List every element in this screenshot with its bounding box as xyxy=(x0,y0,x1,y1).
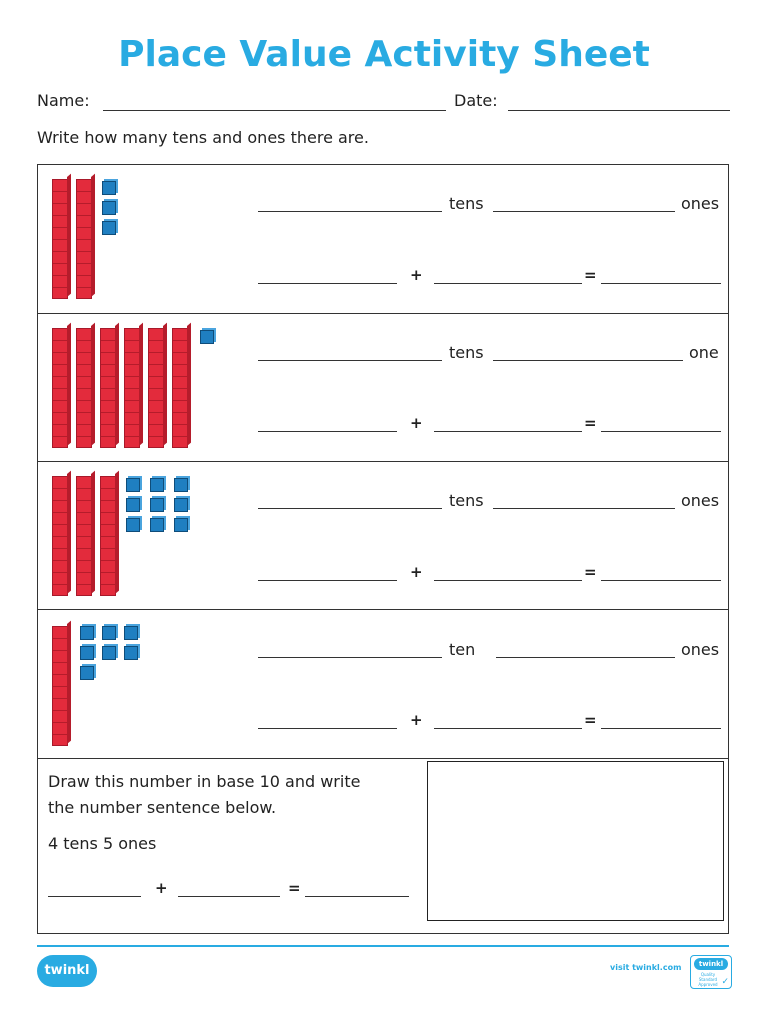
instructions: Write how many tens and ones there are. xyxy=(37,128,369,147)
ten-rod xyxy=(76,179,92,299)
ones-answer-field[interactable] xyxy=(496,657,675,658)
sentence-ones-field[interactable] xyxy=(178,896,280,897)
ones-label: one xyxy=(689,343,719,362)
one-cube xyxy=(174,498,188,512)
date-field[interactable] xyxy=(508,110,730,111)
one-cube xyxy=(80,626,94,640)
sentence-ones-field[interactable] xyxy=(434,283,582,284)
ten-rod xyxy=(100,476,116,596)
tens-answer-field[interactable] xyxy=(258,657,442,658)
ones-label: ones xyxy=(681,194,720,213)
ten-rod xyxy=(52,328,68,448)
plus-sign: + xyxy=(410,414,423,432)
plus-sign: + xyxy=(410,563,423,581)
one-cube xyxy=(102,626,116,640)
ones-answer-field[interactable] xyxy=(493,508,675,509)
tens-label: ten xyxy=(449,640,476,659)
ones-label: ones xyxy=(681,640,720,659)
drawing-box[interactable] xyxy=(427,761,724,921)
one-cube xyxy=(102,646,116,660)
one-cube xyxy=(150,498,164,512)
tens-answer-field[interactable] xyxy=(258,360,442,361)
ten-rod xyxy=(124,328,140,448)
plus-sign: + xyxy=(410,711,423,729)
quality-badge xyxy=(690,955,732,989)
equals-sign: = xyxy=(584,711,597,729)
badge-text: Quality Standard Approved xyxy=(698,972,718,987)
sentence-ones-field[interactable] xyxy=(434,728,582,729)
one-cube xyxy=(102,201,116,215)
ten-rod xyxy=(52,626,68,746)
sentence-tens-field[interactable] xyxy=(258,580,397,581)
one-cube xyxy=(174,518,188,532)
one-cube xyxy=(80,646,94,660)
equals-sign: = xyxy=(584,563,597,581)
one-cube xyxy=(80,666,94,680)
sentence-total-field[interactable] xyxy=(601,580,721,581)
badge-logo: twinkl xyxy=(694,958,728,970)
exercise-row-3 xyxy=(38,462,728,610)
ten-rod xyxy=(172,328,188,448)
exercise-row-1 xyxy=(38,165,728,314)
ten-rod xyxy=(76,476,92,596)
sentence-tens-field[interactable] xyxy=(258,283,397,284)
drawing-prompt xyxy=(48,769,360,821)
drawing-task xyxy=(38,759,728,933)
one-cube xyxy=(124,646,138,660)
ten-rod xyxy=(52,476,68,596)
ten-rod xyxy=(148,328,164,448)
one-cube xyxy=(150,518,164,532)
sentence-tens-field[interactable] xyxy=(48,896,141,897)
ones-answer-field[interactable] xyxy=(493,211,675,212)
worksheet xyxy=(37,164,729,934)
page-title: Place Value Activity Sheet xyxy=(118,34,650,75)
one-cube xyxy=(102,181,116,195)
ones-label: ones xyxy=(681,491,720,510)
one-cube xyxy=(124,626,138,640)
plus-sign: + xyxy=(155,879,168,897)
name-label: Name: xyxy=(37,91,90,110)
one-cube xyxy=(174,478,188,492)
prompt-line-1: Draw this number in base 10 and write xyxy=(48,772,361,791)
prompt-line-2: the number sentence below. xyxy=(48,798,277,817)
tens-label: tens xyxy=(449,343,484,362)
one-cube xyxy=(150,478,164,492)
check-icon: ✓ xyxy=(721,977,729,987)
one-cube xyxy=(200,330,214,344)
exercise-row-2 xyxy=(38,314,728,462)
ten-rod xyxy=(100,328,116,448)
tens-label: tens xyxy=(449,491,484,510)
date-label: Date: xyxy=(454,91,498,110)
sentence-total-field[interactable] xyxy=(305,896,409,897)
tens-answer-field[interactable] xyxy=(258,211,442,212)
sentence-tens-field[interactable] xyxy=(258,728,397,729)
equals-sign: = xyxy=(288,879,301,897)
plus-sign: + xyxy=(410,266,423,284)
ten-rod xyxy=(52,179,68,299)
tens-label: tens xyxy=(449,194,484,213)
sentence-total-field[interactable] xyxy=(601,728,721,729)
visit-link[interactable]: visit twinkl.com xyxy=(610,963,682,972)
one-cube xyxy=(126,498,140,512)
name-field[interactable] xyxy=(103,110,446,111)
sentence-total-field[interactable] xyxy=(601,431,721,432)
footer-rule xyxy=(37,945,729,947)
ten-rod xyxy=(76,328,92,448)
sentence-ones-field[interactable] xyxy=(434,580,582,581)
tens-answer-field[interactable] xyxy=(258,508,442,509)
sentence-total-field[interactable] xyxy=(601,283,721,284)
sentence-ones-field[interactable] xyxy=(434,431,582,432)
equals-sign: = xyxy=(584,266,597,284)
one-cube xyxy=(126,518,140,532)
equals-sign: = xyxy=(584,414,597,432)
target-number: 4 tens 5 ones xyxy=(48,834,157,853)
ones-answer-field[interactable] xyxy=(493,360,683,361)
twinkl-logo: twinkl xyxy=(37,955,97,987)
one-cube xyxy=(102,221,116,235)
sentence-tens-field[interactable] xyxy=(258,431,397,432)
exercise-row-4 xyxy=(38,610,728,759)
one-cube xyxy=(126,478,140,492)
